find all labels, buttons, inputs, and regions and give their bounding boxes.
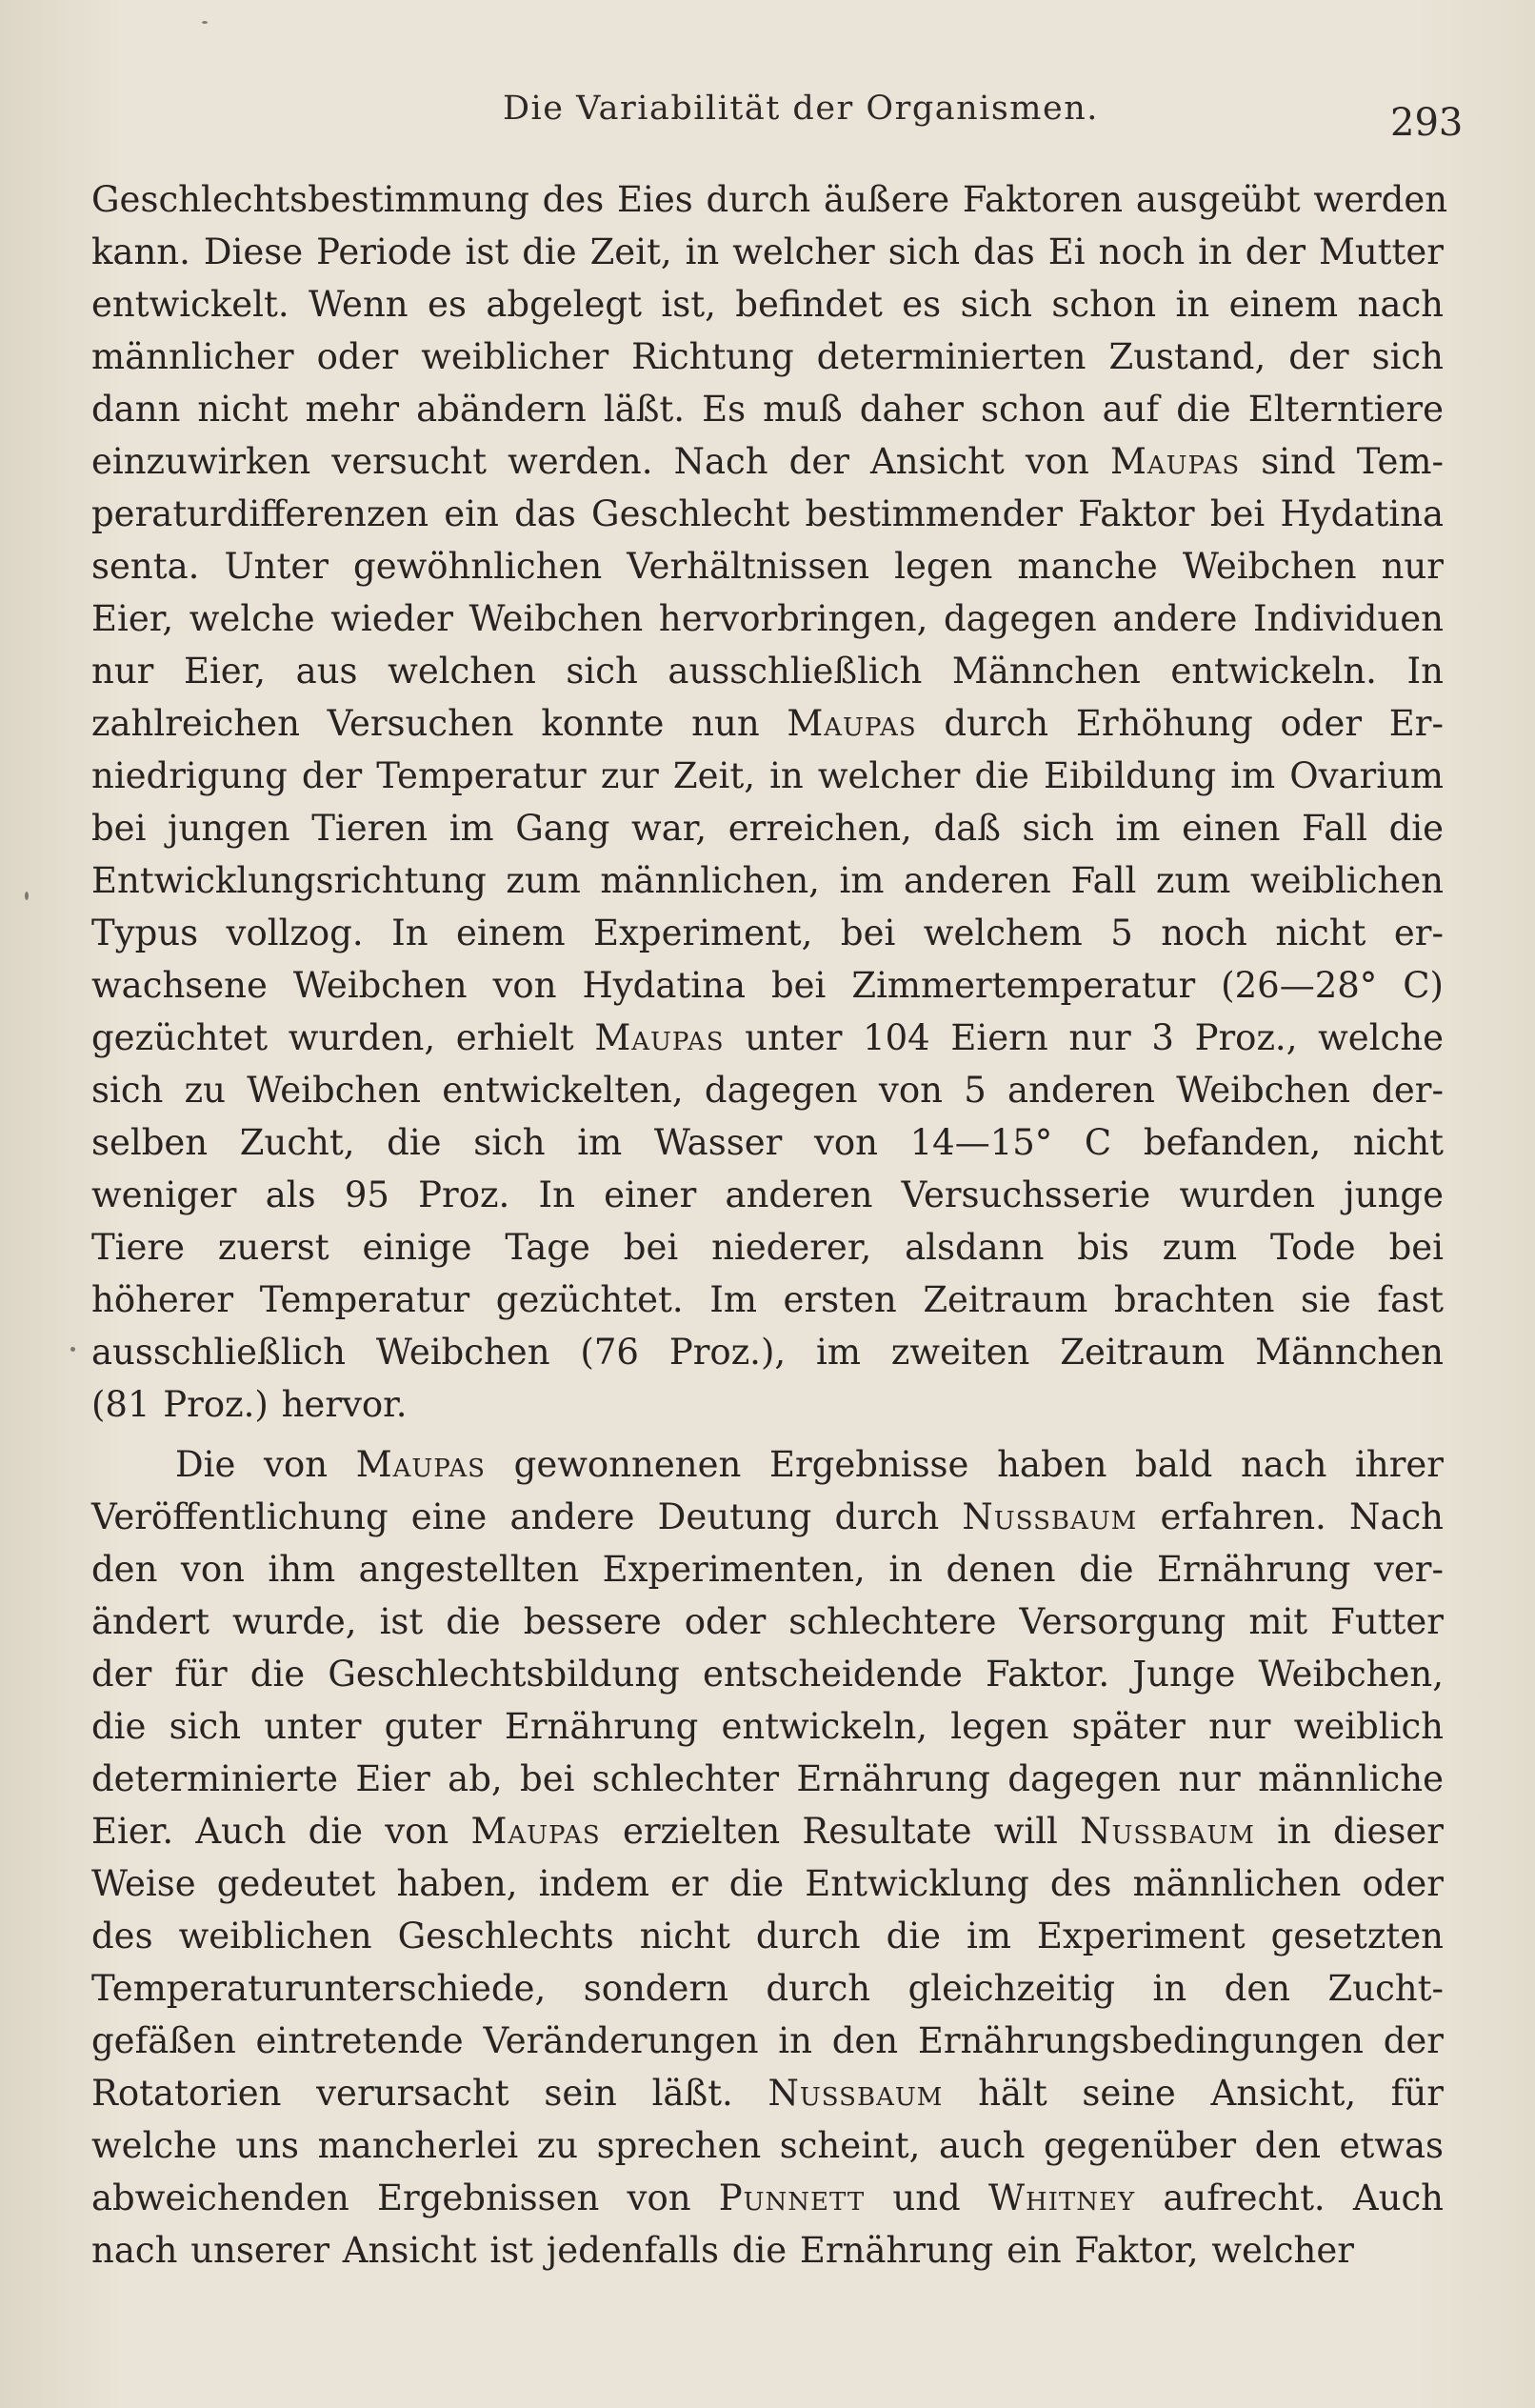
text-run: erfahren. Nach — [1137, 1496, 1444, 1537]
text-run: determinierte Eier ab, bei schlechter Ernährung dagegen nur männliche — [91, 1758, 1444, 1799]
text-line — [91, 2067, 1444, 2119]
text-line — [91, 750, 1444, 802]
running-title: Die Variabilität der Organismen. — [503, 90, 1099, 128]
text-line — [91, 1116, 1444, 1169]
text-line — [91, 1064, 1444, 1116]
text-run: welche uns mancherlei zu sprechen scheint, auch gegenüber den etwas — [91, 2125, 1444, 2166]
text-line — [91, 331, 1444, 383]
text-line — [91, 2015, 1444, 2067]
text-run: Veröffentlichung eine andere Deutung durch — [91, 1496, 963, 1537]
author-name: Whitney — [987, 2177, 1136, 2218]
text-line — [91, 540, 1444, 592]
paper-speck — [70, 1347, 75, 1352]
text-run: ausschließlich Weibchen (76 Proz.), im zweiten Zeitraum Männchen — [91, 1332, 1444, 1373]
author-name: Punnett — [718, 2177, 866, 2218]
text-line — [91, 1221, 1444, 1274]
text-line — [91, 278, 1444, 331]
author-name: Maupas — [787, 703, 917, 744]
text-run: unter 104 Eiern nur 3 Proz., welche — [724, 1017, 1444, 1058]
text-run: aufrecht. Auch — [1135, 2177, 1444, 2218]
author-name: Maupas — [594, 1017, 725, 1058]
author-name: Maupas — [470, 1811, 601, 1852]
text-run: und — [865, 2177, 988, 2218]
text-run: männlicher oder weiblicher Richtung determinierten Zustand, der sich — [91, 336, 1444, 377]
text-line — [91, 2172, 1444, 2224]
text-run: Die von — [175, 1444, 356, 1485]
text-run: dann nicht mehr abändern läßt. Es muß daher schon auf die Elterntiere — [91, 389, 1444, 430]
text-run: Rotatorien verursacht sein läßt. — [91, 2073, 768, 2114]
text-run: bei jungen Tieren im Gang war, erreichen, daß sich im einen Fall die — [91, 808, 1444, 849]
text-run: hält seine Ansicht, für — [943, 2073, 1444, 2114]
text-line — [91, 802, 1444, 854]
text-run: sich zu Weibchen entwickelten, dagegen von 5 anderen Weibchen der- — [91, 1070, 1444, 1111]
text-run: einzuwirken versucht werden. Nach der Ansicht von — [91, 441, 1110, 482]
text-run: Temperaturunterschiede, sondern durch gleichzeitig in den Zucht- — [91, 1968, 1444, 2009]
text-run: nach unserer Ansicht ist jedenfalls die Ernährung ein Faktor, welcher — [91, 2230, 1354, 2271]
text-run: Typus vollzog. In einem Experiment, bei welchem 5 noch nicht er- — [91, 913, 1444, 953]
text-run: sind Tem- — [1240, 441, 1444, 482]
text-run: weniger als 95 Proz. In einer anderen Versuchsserie wurden junge — [91, 1174, 1444, 1215]
text-line — [91, 1857, 1444, 1910]
text-run: Entwicklungsrichtung zum männlichen, im anderen Fall zum weiblichen — [91, 860, 1444, 901]
text-run: gewonnenen Ergebnisse haben bald nach ihrer — [486, 1444, 1444, 1485]
text-line — [91, 383, 1444, 435]
text-run: senta. Unter gewöhnlichen Verhältnissen legen manche Weibchen nur — [91, 546, 1444, 587]
text-line — [91, 488, 1444, 540]
text-line — [91, 1012, 1444, 1064]
text-run: Geschlechtsbestimmung des Eies durch äußere Faktoren ausgeübt werden — [91, 179, 1448, 220]
text-run: des weiblichen Geschlechts nicht durch die im Experiment gesetzten — [91, 1916, 1444, 1956]
author-name: Nussbaum — [962, 1496, 1138, 1537]
text-line — [91, 1491, 1444, 1543]
text-run: wachsene Weibchen von Hydatina bei Zimmertemperatur (26—28° C) — [91, 965, 1444, 1006]
text-line — [91, 1648, 1444, 1700]
text-line — [91, 1700, 1444, 1753]
text-run: kann. Diese Periode ist die Zeit, in welcher sich das Ei noch in der Mutter — [91, 231, 1444, 272]
body-text — [91, 173, 1448, 2277]
text-run: Eier, welche wieder Weibchen hervorbringen, dagegen andere Individuen — [91, 598, 1444, 639]
text-line — [91, 2119, 1444, 2172]
text-run: ändert wurde, ist die bessere oder schlechtere Versorgung mit Futter — [91, 1601, 1444, 1642]
text-run: entwickelt. Wenn es abgelegt ist, befindet es sich schon in einem nach — [91, 284, 1444, 325]
text-line — [91, 1910, 1444, 1962]
text-line — [91, 226, 1444, 278]
text-run: Tiere zuerst einige Tage bei niederer, alsdann bis zum Tode bei — [91, 1227, 1444, 1268]
text-line — [91, 2224, 1444, 2277]
text-run: peraturdifferenzen ein das Geschlecht bestimmender Faktor bei Hydatina — [91, 493, 1444, 534]
text-run: zahlreichen Versuchen konnte nun — [91, 703, 787, 744]
text-run: erzielten Resultate will — [600, 1811, 1081, 1852]
text-line — [91, 854, 1444, 907]
text-line — [91, 907, 1444, 959]
text-run: der für die Geschlechtsbildung entscheidende Faktor. Junge Weibchen, — [91, 1654, 1444, 1695]
paragraph-gap — [91, 1431, 1444, 1438]
text-line — [91, 173, 1448, 226]
paper-speck — [202, 21, 208, 24]
text-run: Eier. Auch die von — [91, 1811, 471, 1852]
text-line — [91, 959, 1444, 1012]
text-run: höherer Temperatur gezüchtet. Im ersten Zeitraum brachten sie fast — [91, 1279, 1444, 1320]
author-name: Nussbaum — [768, 2073, 944, 2114]
text-line — [91, 1805, 1444, 1857]
text-line — [91, 1326, 1444, 1378]
text-line — [91, 1543, 1444, 1595]
text-run: nur Eier, aus welchen sich ausschließlich Männchen entwickeln. In — [91, 651, 1444, 692]
text-run: Weise gedeutet haben, indem er die Entwicklung des männlichen oder — [91, 1863, 1444, 1904]
text-line — [91, 1753, 1444, 1805]
page-number: 293 — [1390, 101, 1464, 145]
text-run: gezüchtet wurden, erhielt — [91, 1017, 595, 1058]
author-name: Nussbaum — [1080, 1811, 1255, 1852]
text-run: abweichenden Ergebnissen von — [91, 2177, 719, 2218]
text-run: selben Zucht, die sich im Wasser von 14—15° C befanden, nicht — [91, 1122, 1444, 1163]
text-line — [91, 1595, 1444, 1648]
text-run: niedrigung der Temperatur zur Zeit, in welcher die Eibildung im Ovarium — [91, 755, 1444, 796]
paragraph — [91, 173, 1448, 1431]
author-name: Maupas — [1109, 441, 1241, 482]
text-run: den von ihm angestellten Experimenten, in denen die Ernährung ver- — [91, 1549, 1444, 1590]
text-run: in dieser — [1254, 1811, 1444, 1852]
text-run: die sich unter guter Ernährung entwickeln, legen später nur weiblich — [91, 1706, 1444, 1747]
text-line — [91, 1378, 1444, 1431]
text-line — [91, 435, 1444, 488]
text-line — [91, 1962, 1444, 2015]
text-line — [91, 645, 1444, 697]
page-header — [0, 84, 1535, 160]
text-run: durch Erhöhung oder Er- — [916, 703, 1444, 744]
paragraph — [91, 1438, 1444, 2277]
text-run: (81 Proz.) hervor. — [91, 1384, 408, 1425]
author-name: Maupas — [355, 1444, 486, 1485]
text-line — [91, 592, 1444, 645]
paper-speck — [25, 892, 29, 900]
text-line — [91, 697, 1444, 750]
text-line — [91, 1274, 1444, 1326]
text-line — [91, 1438, 1444, 1491]
text-run: gefäßen eintretende Veränderungen in den Ernährungsbedingungen der — [91, 2020, 1444, 2061]
text-line — [91, 1169, 1444, 1221]
